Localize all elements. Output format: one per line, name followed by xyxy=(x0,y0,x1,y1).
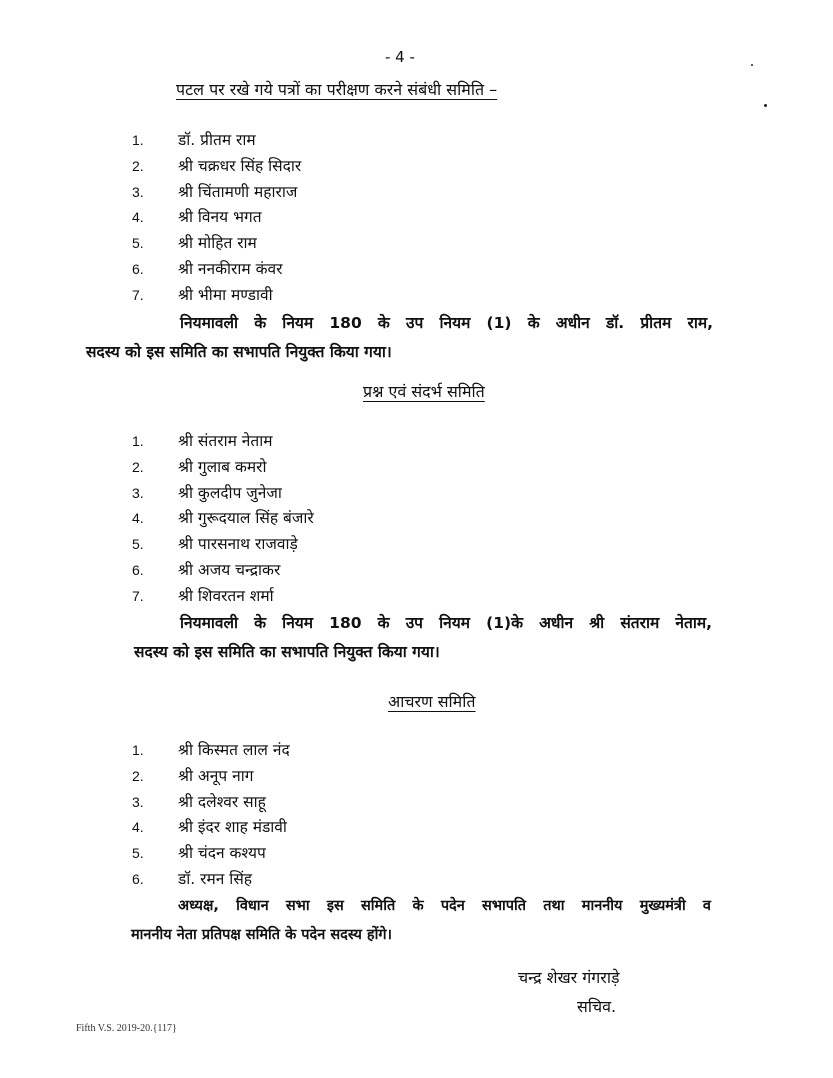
list-item: 1. श्री संतराम नेताम xyxy=(132,432,273,450)
list-item: 6. श्री ननकीराम कंवर xyxy=(132,259,283,278)
list-item: 2. श्री गुलाब कमरो xyxy=(132,457,267,476)
note-line: सदस्य को इस समिति का सभापति नियुक्त किया गया। xyxy=(86,343,392,361)
list-item: 3. श्री कुलदीप जुनेजा xyxy=(132,483,282,502)
list-item: 5. श्री मोहित राम xyxy=(132,234,257,253)
committee-2-member-list xyxy=(132,429,314,610)
signatory-designation: सचिव. xyxy=(577,997,617,1016)
note-line: सदस्य को इस समिति का सभापति नियुक्त किया गया। xyxy=(134,643,440,661)
list-item: 5. श्री चंदन कश्यप xyxy=(132,844,266,863)
list-item: 2. श्री चक्रधर सिंह सिदार xyxy=(132,156,302,175)
list-item: 4. श्री विनय भगत xyxy=(132,208,262,227)
committee-3-note xyxy=(131,892,711,950)
committee-1-member-list xyxy=(132,128,301,309)
list-item: 7. श्री भीमा मण्डावी xyxy=(132,285,273,304)
note-line: नियमावली के नियम 180 के उप नियम (1) के अधीन डॉ. प्रीतम राम, xyxy=(180,314,713,332)
committee-2-chair-note xyxy=(134,609,712,667)
list-item: 1. श्री किस्मत लाल नंद xyxy=(132,741,290,759)
note-line: माननीय नेता प्रतिपक्ष समिति के पदेन सदस्य होंगे। xyxy=(131,927,393,943)
note-line: अध्यक्ष, विधान सभा इस समिति के पदेन सभापति तथा माननीय मुख्यमंत्री व xyxy=(178,898,711,914)
page-number: - 4 - xyxy=(385,48,415,66)
signatory-name: चन्द्र शेखर गंगराड़े xyxy=(518,968,620,987)
committee-1-title: पटल पर रखे गये पत्रों का परीक्षण करने संबंधी समिति – xyxy=(176,80,498,99)
list-item: 7. श्री शिवरतन शर्मा xyxy=(132,586,274,605)
list-item: 6. डॉ. रमन सिंह xyxy=(132,869,253,888)
note-line: नियमावली के नियम 180 के उप नियम (1)के अधीन श्री संतराम नेताम, xyxy=(180,614,712,632)
scan-speck xyxy=(764,104,767,107)
list-item: 4. श्री गुरूदयाल सिंह बंजारे xyxy=(132,509,314,528)
list-item: 3. श्री चिंतामणी महाराज xyxy=(132,182,298,201)
footer-reference: Fifth V.S. 2019-20.{117} xyxy=(76,1023,177,1034)
committee-3-member-list xyxy=(132,738,290,893)
list-item: 5. श्री पारसनाथ राजवाड़े xyxy=(132,535,298,554)
list-item: 6. श्री अजय चन्द्राकर xyxy=(132,560,281,579)
committee-3-title: आचरण समिति xyxy=(388,692,476,711)
committee-1-chair-note xyxy=(86,309,713,367)
list-item: 4. श्री इंदर शाह मंडावी xyxy=(132,818,287,837)
list-item: 1. डॉ. प्रीतम राम xyxy=(132,131,256,149)
list-item: 3. श्री दलेश्वर साहू xyxy=(132,792,266,811)
committee-2-title: प्रश्न एवं संदर्भ समिति xyxy=(363,382,485,401)
scan-speck xyxy=(751,64,753,66)
list-item: 2. श्री अनूप नाग xyxy=(132,766,254,785)
